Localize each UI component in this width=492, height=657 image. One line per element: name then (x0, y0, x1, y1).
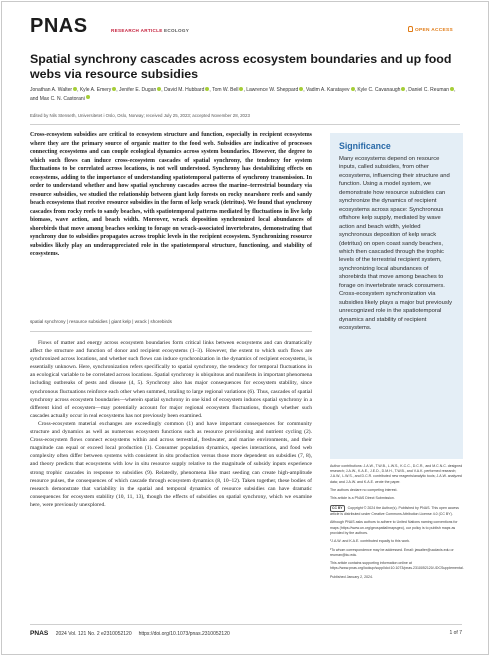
author-contributions: Author contributions: J.A.W., T.W.B., L.W.S., K.C.C., D.C.R., and M.C.N.C. designed research; J.A.W., K.A.E., J.E.D., D.M.H., T.W.B., and V.A.K. performed research; J.A.W., L.W.S., and D.C.R. contributed new reagents/analytic tools; J.A.W. analyzed data; and J.A.W. and K.A.E. wrote the paper. (330, 464, 463, 484)
correspondence: ²To whom correspondence may be addressed. Email: jawalter@ucdavis.edu or reuman@ku.edu. (330, 547, 454, 557)
author-name[interactable]: Daniel C. Reuman (408, 87, 450, 93)
author-name[interactable]: Max C. N. Castorani (39, 95, 85, 102)
orcid-icon[interactable] (239, 87, 243, 91)
open-access-label: OPEN ACCESS (415, 28, 454, 33)
footer-journal-logo: PNAS (30, 630, 49, 637)
published-date: Published January 2, 2024. (330, 574, 373, 579)
page-footer (30, 630, 462, 637)
article-title: Spatial synchrony cascades across ecosystem boundaries and up food webs via resource subsidies (30, 52, 452, 81)
orcid-icon[interactable] (157, 87, 161, 91)
article-notes (330, 464, 463, 583)
footer-citation: 2024 Vol. 121 No. 2 e2310052120 (55, 631, 132, 637)
orcid-icon[interactable] (299, 87, 303, 91)
author-name[interactable]: Kyle C. Cavanaugh (357, 87, 401, 93)
author-list: Jonathan A. Walter , Kyle A. Emery , Jenifer E. Dugan , David M. Hubbard , Tom W. Bell , Lawrence W. Sheppard , Vadim A. Karatayev , Kyle C. Cavanaugh , Daniel C. Reuman , and Max C. N. Castorani (30, 87, 456, 102)
orcid-icon[interactable] (351, 87, 355, 91)
supporting-info: This article contains supporting information online at https://www.pnas.org/lookup/suppl/doi:10.1073/pnas.2310052120/-/DCSupplemental. (330, 561, 464, 571)
author-name[interactable]: Kyle A. Emery (79, 87, 112, 93)
author-name[interactable]: Jonathan A. Walter (30, 87, 73, 93)
subject-label: ECOLOGY (164, 28, 190, 33)
maps-policy: Although PNAS asks authors to adhere to United Nations naming conventions for maps (https://www.un.org/geospatial/mapsgeo), our policy is to publish maps as provided by the authors. (330, 520, 458, 535)
article-type-label: RESEARCH ARTICLE (111, 28, 163, 33)
divider (30, 331, 312, 332)
keywords: spatial synchrony | resource subsidies | giant kelp | wrack | shorebirds (30, 319, 172, 324)
direct-submission: This article is a PNAS Direct Submission. (330, 496, 395, 501)
body-paragraph: Cross-ecosystem material exchanges are exceedingly common (1) and have important consequences for community structure and dynamics as well as numerous ecosystem functions such as resource provisioning and nutrient cycling (2). Cross-ecosystem flows connect ecosystems within and across terrestrial, freshwater, and marine environments, and their magnitude can equal or exceed local production (1). Consumer population dynamics, species interactions, and food web complexity often differ between systems with consistent in situ production versus those more dependent on subsidies (7, 8), and theory predicts that ecosystems with low in situ resource supply relative to the magnitude of subsidy inputs experience strong trophic cascades in response to subsidies (9). Relatedly, phenomena like mast seeding can create high-amplitude resource pulses, the consequences of which cascade through ecosystem dynamics (8, 10–12). Taken together, these bodies of research demonstrate that variability in the spatial and temporal dynamics of resource subsidies can have dramatic consequences for ecosystem stability (10, 11, 13), though the effects of subsidies on spatial synchrony, which we examine here, were previously unexplored. (30, 420, 312, 508)
orcid-icon[interactable] (73, 87, 77, 91)
divider (30, 124, 460, 125)
orcid-icon[interactable] (401, 87, 405, 91)
abstract: Cross-ecosystem subsidies are critical to ecosystem structure and function, especially in recipient ecosystems where they are the primary source of organic matter to the food web. Subsidies are indicative of processes connecting ecosystems and can couple ecological dynamics across system boundaries. However, the degree to which such flows can induce cross-ecosystem cascades of spatial synchrony, the tendency for system fluctuations to be correlated across locations, is not well understood. Synchrony has destabilizing effects on ecosystems, adding to the importance of understanding spatiotemporal patterns of synchrony transmission. In order to understand whether and how spatial synchrony cascades across the marine–terrestrial boundary via resource subsidies, we studied the relationship between giant kelp forests on rocky nearshore reefs and sandy beach ecosystems that receive resource subsidies in the form of kelp wrack (detritus). We found that synchrony cascades from rocky reefs to sandy beaches, with spatiotemporal patterns mediated by fluctuations in live kelp biomass, wave action, and beach width. Moreover, wrack deposition synchronized local abundances of shorebirds that move among beaches seeking to forage on wrack-associated invertebrates, demonstrating that synchrony due to subsidies propagates across trophic levels in the recipient ecosystem. Synchronizing resource subsidies likely play an underappreciated role in the spatiotemporal structure, functioning, and stability of ecosystems. (30, 132, 312, 257)
page-number: 1 of 7 (449, 630, 462, 636)
cc-license-icon: CC BY (330, 505, 345, 512)
body-paragraph: Flows of matter and energy across ecosystem boundaries form critical links between ecosystems and can dramatically affect the structure and function of donor and recipient ecosystems (1–3). However, the extent to which such flows are synchronized across locations, and whether such flows can induce synchronization in the dynamics of recipient ecosystems, is essentially unknown. Here, synchronization refers specifically to spatial synchrony, the tendency for temporal fluctuations in an ecological variable to be correlated across locations. Spatial synchrony is ubiquitous and manifests in important phenomena including outbreaks of pests and disease (4, 5). Synchrony also has major consequences for ecosystem stability, since synchronous fluctuations reinforce each other when summed, totaling to large regional variations (6). Thus, cascades of spatial synchrony across ecosystem boundaries—wherein spatial synchrony in one kind of ecosystem induces spatial synchrony in a different kind of ecosystem—may potentially account for major regional ecosystem fluctuations, though whether such cascades actually occur in real ecosystems has not previously been examined. (30, 340, 312, 419)
orcid-icon[interactable] (205, 87, 209, 91)
journal-logo: PNAS (30, 15, 88, 37)
author-name[interactable]: David M. Hubbard (164, 87, 205, 93)
competing-interest: The authors declare no competing interest. (330, 488, 398, 492)
footer-doi-link[interactable]: https://doi.org/10.1073/pnas.2310052120 (138, 631, 230, 637)
author-name[interactable]: Lawrence W. Sheppard (246, 87, 299, 93)
copyright-note (330, 505, 463, 517)
author-name[interactable]: Tom W. Bell (212, 87, 239, 93)
orcid-icon[interactable] (86, 95, 90, 99)
open-lock-icon (408, 26, 413, 32)
body-text (30, 339, 312, 509)
author-name[interactable]: Jenifer E. Dugan (119, 87, 157, 93)
significance-box (330, 133, 463, 459)
author-name[interactable]: Vadim A. Karatayev (306, 87, 350, 93)
orcid-icon[interactable] (450, 87, 454, 91)
equal-contribution: ¹J.A.W. and K.A.E. contributed equally to this work. (330, 539, 411, 544)
open-access-badge[interactable] (408, 26, 453, 33)
editor-line: Edited by Nils Stenseth, Universitetet i Oslo, Oslo, Norway; received July 25, 2023; accepted November 28, 2023 (30, 113, 250, 118)
divider (30, 624, 462, 625)
copyright-text: Copyright © 2024 the Author(s). Published by PNAS. This open access article is distributed under Creative Commons Attribution License 4.0 (CC BY). (330, 505, 459, 516)
significance-title: Significance (339, 141, 391, 151)
orcid-icon[interactable] (112, 87, 116, 91)
significance-text: Many ecosystems depend on resource inputs, called subsidies, from other ecosystems, influencing their structure and function. Using a model system, we demonstrate how resource subsidies can synchronize the dynamics of recipient ecosystems across space: Synchronous offshore kelp supply, mediated by wave action and beach width, yielded synchronous deposition of kelp wrack (detritus) on open coast sandy beaches, which then cascaded through the trophic levels of the terrestrial recipient system, synchronizing local abundances of shorebirds that move among beaches to forage on invertebrate wrack consumers. Cross-ecosystem synchronization via subsidies likely plays a major but previously unrecognized role in the spatiotemporal dynamics and stability of recipient ecosystems. (339, 156, 453, 332)
